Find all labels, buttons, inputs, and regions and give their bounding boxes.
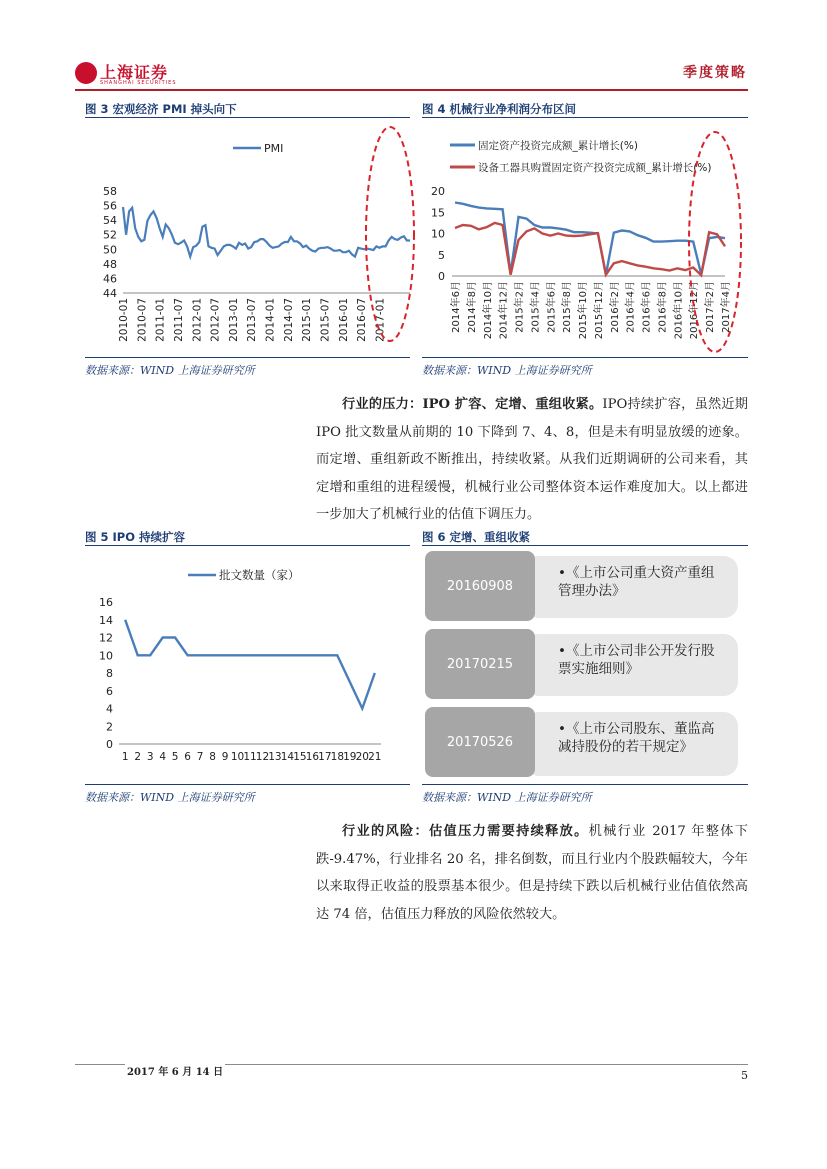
paragraph-lead: 行业的风险：估值压力需要持续释放。 [342,824,589,839]
series-line-2 [455,223,725,275]
x-tick-label: 21 [368,751,382,763]
y-tick-label: 10 [431,227,445,241]
y-tick-label: 46 [103,272,117,286]
x-tick-label: 2015年6月 [546,281,558,333]
x-tick-label: 2015-07 [319,298,332,342]
series-line-1 [455,203,725,275]
x-tick-label: 2014年10月 [482,281,494,340]
legend-label-ipo: 批文数量（家） [219,568,300,582]
figure-5-bottom-rule [85,784,410,785]
x-tick-label: 8 [209,751,216,763]
x-tick-label: 2010-07 [136,298,149,342]
page-number: 5 [741,1069,748,1082]
y-tick-label: 2 [106,720,113,734]
x-tick-label: 2015年2月 [514,281,526,333]
pmi-line-chart [85,120,415,352]
x-tick-label: 2012-01 [191,298,204,342]
y-tick-label: 44 [103,287,117,300]
y-tick-label: 58 [103,185,117,198]
policy-item-1-date: 20160908 [425,551,535,621]
y-tick-label: 52 [103,228,117,242]
y-tick-label: 14 [99,613,113,627]
y-tick-label: 50 [103,243,117,257]
legend-label-pmi: PMI [264,142,284,155]
y-tick-label: 56 [103,199,117,213]
figure-3-source: 数据来源：WIND 上海证券研究所 [85,364,255,377]
x-tick-label: 12 [255,751,270,763]
x-tick-label: 2016-07 [356,298,369,342]
x-tick-label: 2016年10月 [673,281,685,340]
x-tick-label: 2013-07 [246,298,259,342]
x-tick-label: 13 [268,751,282,763]
y-tick-label: 8 [106,667,113,680]
x-tick-label: 5 [171,751,179,763]
ipo-series-line [125,620,375,709]
paragraph-lead: 行业的压力：IPO 扩容、定增、重组收紧。 [342,397,603,412]
y-tick-label: 20 [431,185,445,198]
figure-5-source: 数据来源：WIND 上海证券研究所 [85,791,255,804]
figure-3-title: 图 3 宏观经济 PMI 掉头向下 [85,102,237,116]
x-tick-label: 2016-01 [337,298,350,342]
x-tick-label: 6 [184,751,191,763]
x-tick-label: 2012-07 [209,298,222,342]
figure-4-bottom-rule [422,357,748,358]
x-tick-label: 2015年12月 [593,281,605,340]
figure-5-title-rule [85,545,410,546]
paragraph-body: IPO持续扩容，虽然近期 IPO 批文数量从前期的 10 下降到 7、4、8，但是未有明显放缓的迹象。而定增、重组新政不断推出，持续收紧。从我们近期调研的公司来看，其定增和重组的进程缓慢，机械行业公司整体资本运作难度加大。以上都进一步加大了机械行业的估值下调压力。 [316,397,748,522]
x-tick-label: 2015年4月 [530,281,542,333]
x-tick-label: 2016年2月 [609,281,621,333]
x-tick-label: 18 [330,751,345,763]
logo-mark [75,62,97,84]
x-tick-label: 19 [343,751,357,763]
x-tick-label: 2010-01 [118,298,130,342]
figure-6-bottom-rule [422,784,748,785]
x-tick-label: 16 [305,751,320,763]
paragraph-industry-pressure [316,391,748,529]
y-tick-label: 12 [99,631,113,645]
x-tick-label: 2 [134,751,142,763]
x-tick-label: 2011-07 [172,298,185,342]
y-tick-label: 16 [99,596,113,609]
figure-4-title: 图 4 机械行业净利润分布区间 [422,102,577,116]
y-tick-label: 0 [106,738,113,751]
figure-5-title: 图 5 IPO 持续扩容 [85,530,185,544]
y-tick-label: 5 [438,248,445,262]
x-tick-label: 7 [196,751,204,763]
x-tick-label: 11 [243,751,257,763]
x-tick-label: 2016年6月 [641,281,653,333]
y-tick-label: 10 [99,649,113,663]
legend-label-1: 固定资产投资完成额_累计增长(%) [478,140,638,152]
highlight-ellipse [366,127,414,341]
paragraph-body: 机械行业 2017 年整体下跌-9.47%，行业排名 20 名，排名倒数，而且行业内个股跌幅较大，今年以来取得正收益的股票基本很少。但是持续下跌以后机械行业估值依然高达 74 倍，估值压力释放的风险依然较大。 [316,824,748,922]
x-tick-label: 1 [121,751,129,763]
logo-text: 上海证券 [100,63,169,82]
legend-label-2: 设备工器具购置固定资产投资完成额_累计增长(%) [478,162,712,174]
policy-item-3-text: •《上市公司股东、董监高减持股份的若干规定》 [530,712,738,776]
x-tick-label: 14 [280,751,295,763]
x-tick-label: 15 [293,751,307,763]
section-title: 季度策略 [683,65,747,81]
x-tick-label: 9 [221,751,229,763]
logo-subtext: SHANGHAI SECURITIES [100,80,177,86]
x-tick-label: 2014-07 [282,298,295,342]
y-tick-label: 0 [438,270,445,283]
ipo-approvals-line-chart [85,550,410,770]
header-rule [75,89,748,91]
x-tick-label: 2015-01 [301,298,314,342]
policy-item-2-date: 20170215 [425,629,535,699]
x-tick-label: 2017年2月 [705,281,717,333]
x-tick-label: 2017-01 [374,298,387,342]
x-tick-label: 17 [318,751,332,763]
x-tick-label: 2014-01 [264,298,277,342]
x-tick-label: 2016年8月 [657,281,669,333]
x-tick-label: 2014年6月 [451,281,462,333]
y-tick-label: 4 [106,702,113,716]
figure-6-source: 数据来源：WIND 上海证券研究所 [422,791,592,804]
figure-6-title: 图 6 定增、重组收紧 [422,530,531,544]
policy-item-1-text: •《上市公司重大资产重组管理办法》 [530,556,738,618]
x-tick-label: 2016年12月 [689,281,701,340]
x-tick-label: 2013-01 [227,298,240,342]
y-tick-label: 54 [103,214,117,228]
figure-4-title-rule [422,117,748,118]
x-tick-label: 4 [159,751,167,763]
x-tick-label: 2014年12月 [498,281,510,340]
footer-date: 2017 年 6 月 14 日 [125,1063,225,1078]
y-tick-label: 15 [431,206,445,220]
y-tick-label: 48 [103,257,117,271]
x-tick-label: 10 [230,751,245,763]
x-tick-label: 2015年8月 [562,281,574,333]
x-tick-label: 2014年8月 [466,281,478,333]
x-tick-label: 2015年10月 [578,281,590,340]
figure-3-bottom-rule [85,357,410,358]
policy-item-2-text: •《上市公司非公开发行股票实施细则》 [530,634,738,696]
paragraph-industry-risk [316,818,748,928]
x-tick-label: 20 [355,751,369,763]
figure-4-source: 数据来源：WIND 上海证券研究所 [422,364,592,377]
x-tick-label: 3 [146,751,154,763]
figure-6-title-rule [422,545,748,546]
figure-3-title-rule [85,117,410,118]
fixed-asset-investment-line-chart [422,120,752,355]
policy-item-3-date: 20170526 [425,707,535,777]
x-tick-label: 2011-01 [154,298,167,342]
x-tick-label: 2017年4月 [721,281,732,333]
x-tick-label: 2016年4月 [625,281,637,333]
y-tick-label: 6 [106,684,113,698]
